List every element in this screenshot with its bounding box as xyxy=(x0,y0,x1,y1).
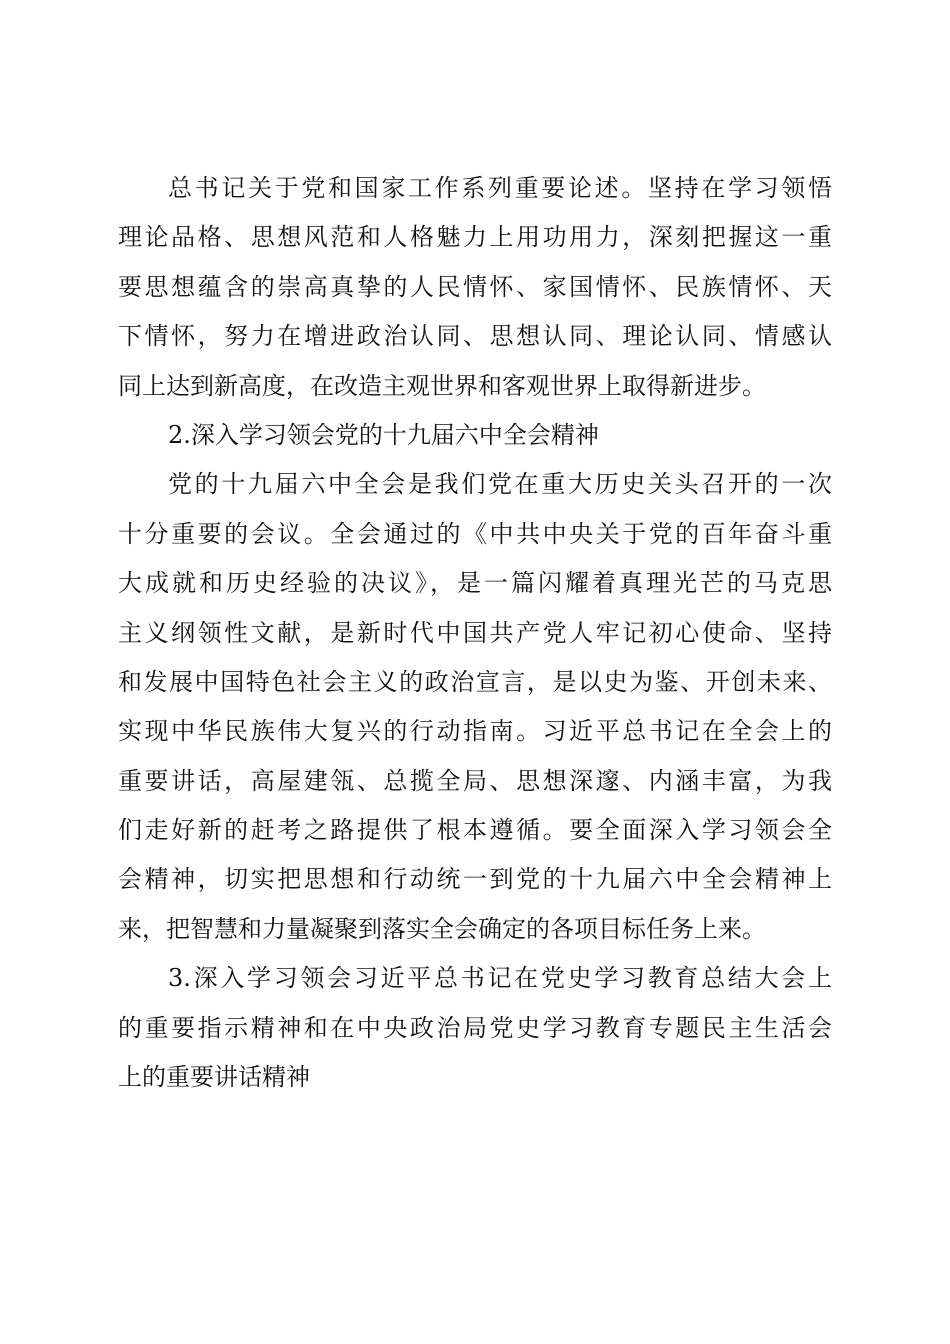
heading-line: 3.深入学习领会习近平总书记在党史学习教育总结大会上 xyxy=(168,964,832,993)
document-body xyxy=(118,164,832,1102)
text-line: 重要讲话，高屋建瓴、总揽全局、思想深邃、内涵丰富，为我 xyxy=(118,766,832,795)
text-line: 理论品格、思想风范和人格魅力上用功用力，深刻把握这一重 xyxy=(118,223,832,252)
text-line: 党的十九届六中全会是我们党在重大历史关头召开的一次 xyxy=(168,470,832,499)
section-heading-2 xyxy=(118,411,832,460)
text-line: 和发展中国特色社会主义的政治宣言，是以史为鉴、开创未来、 xyxy=(118,667,832,696)
paragraph-plenary-session xyxy=(118,460,832,954)
section-heading-3 xyxy=(118,954,832,1102)
text-line: 主义纲领性文献，是新时代中国共产党人牢记初心使命、坚持 xyxy=(118,618,832,647)
text-line: 总书记关于党和国家工作系列重要论述。坚持在学习领悟 xyxy=(168,174,832,202)
text-line: 要思想蕴含的崇高真挚的人民情怀、家国情怀、民族情怀、天 xyxy=(118,272,832,301)
text-line: 下情怀，努力在增进政治认同、思想认同、理论认同、情感认 xyxy=(118,322,832,351)
text-line: 们走好新的赶考之路提供了根本遵循。要全面深入学习领会全 xyxy=(118,816,832,845)
heading-line: 上的重要讲话精神 xyxy=(118,1063,310,1092)
text-line: 会精神，切实把思想和行动统一到党的十九届六中全会精神上 xyxy=(118,865,832,894)
heading-line: 的重要指示精神和在中央政治局党史学习教育专题民主生活会 xyxy=(118,1013,832,1042)
heading-line: 2.深入学习领会党的十九届六中全会精神 xyxy=(168,420,599,449)
text-line: 同上达到新高度，在改造主观世界和客观世界上取得新进步。 xyxy=(118,371,766,400)
text-line: 十分重要的会议。全会通过的《中共中央关于党的百年奋斗重 xyxy=(118,519,832,548)
paragraph-continuation xyxy=(118,164,832,411)
text-line: 实现中华民族伟大复兴的行动指南。习近平总书记在全会上的 xyxy=(118,717,832,746)
text-line: 大成就和历史经验的决议》，是一篇闪耀着真理光芒的马克思 xyxy=(118,569,832,598)
text-line: 来，把智慧和力量凝聚到落实全会确定的各项目标任务上来。 xyxy=(118,914,766,943)
